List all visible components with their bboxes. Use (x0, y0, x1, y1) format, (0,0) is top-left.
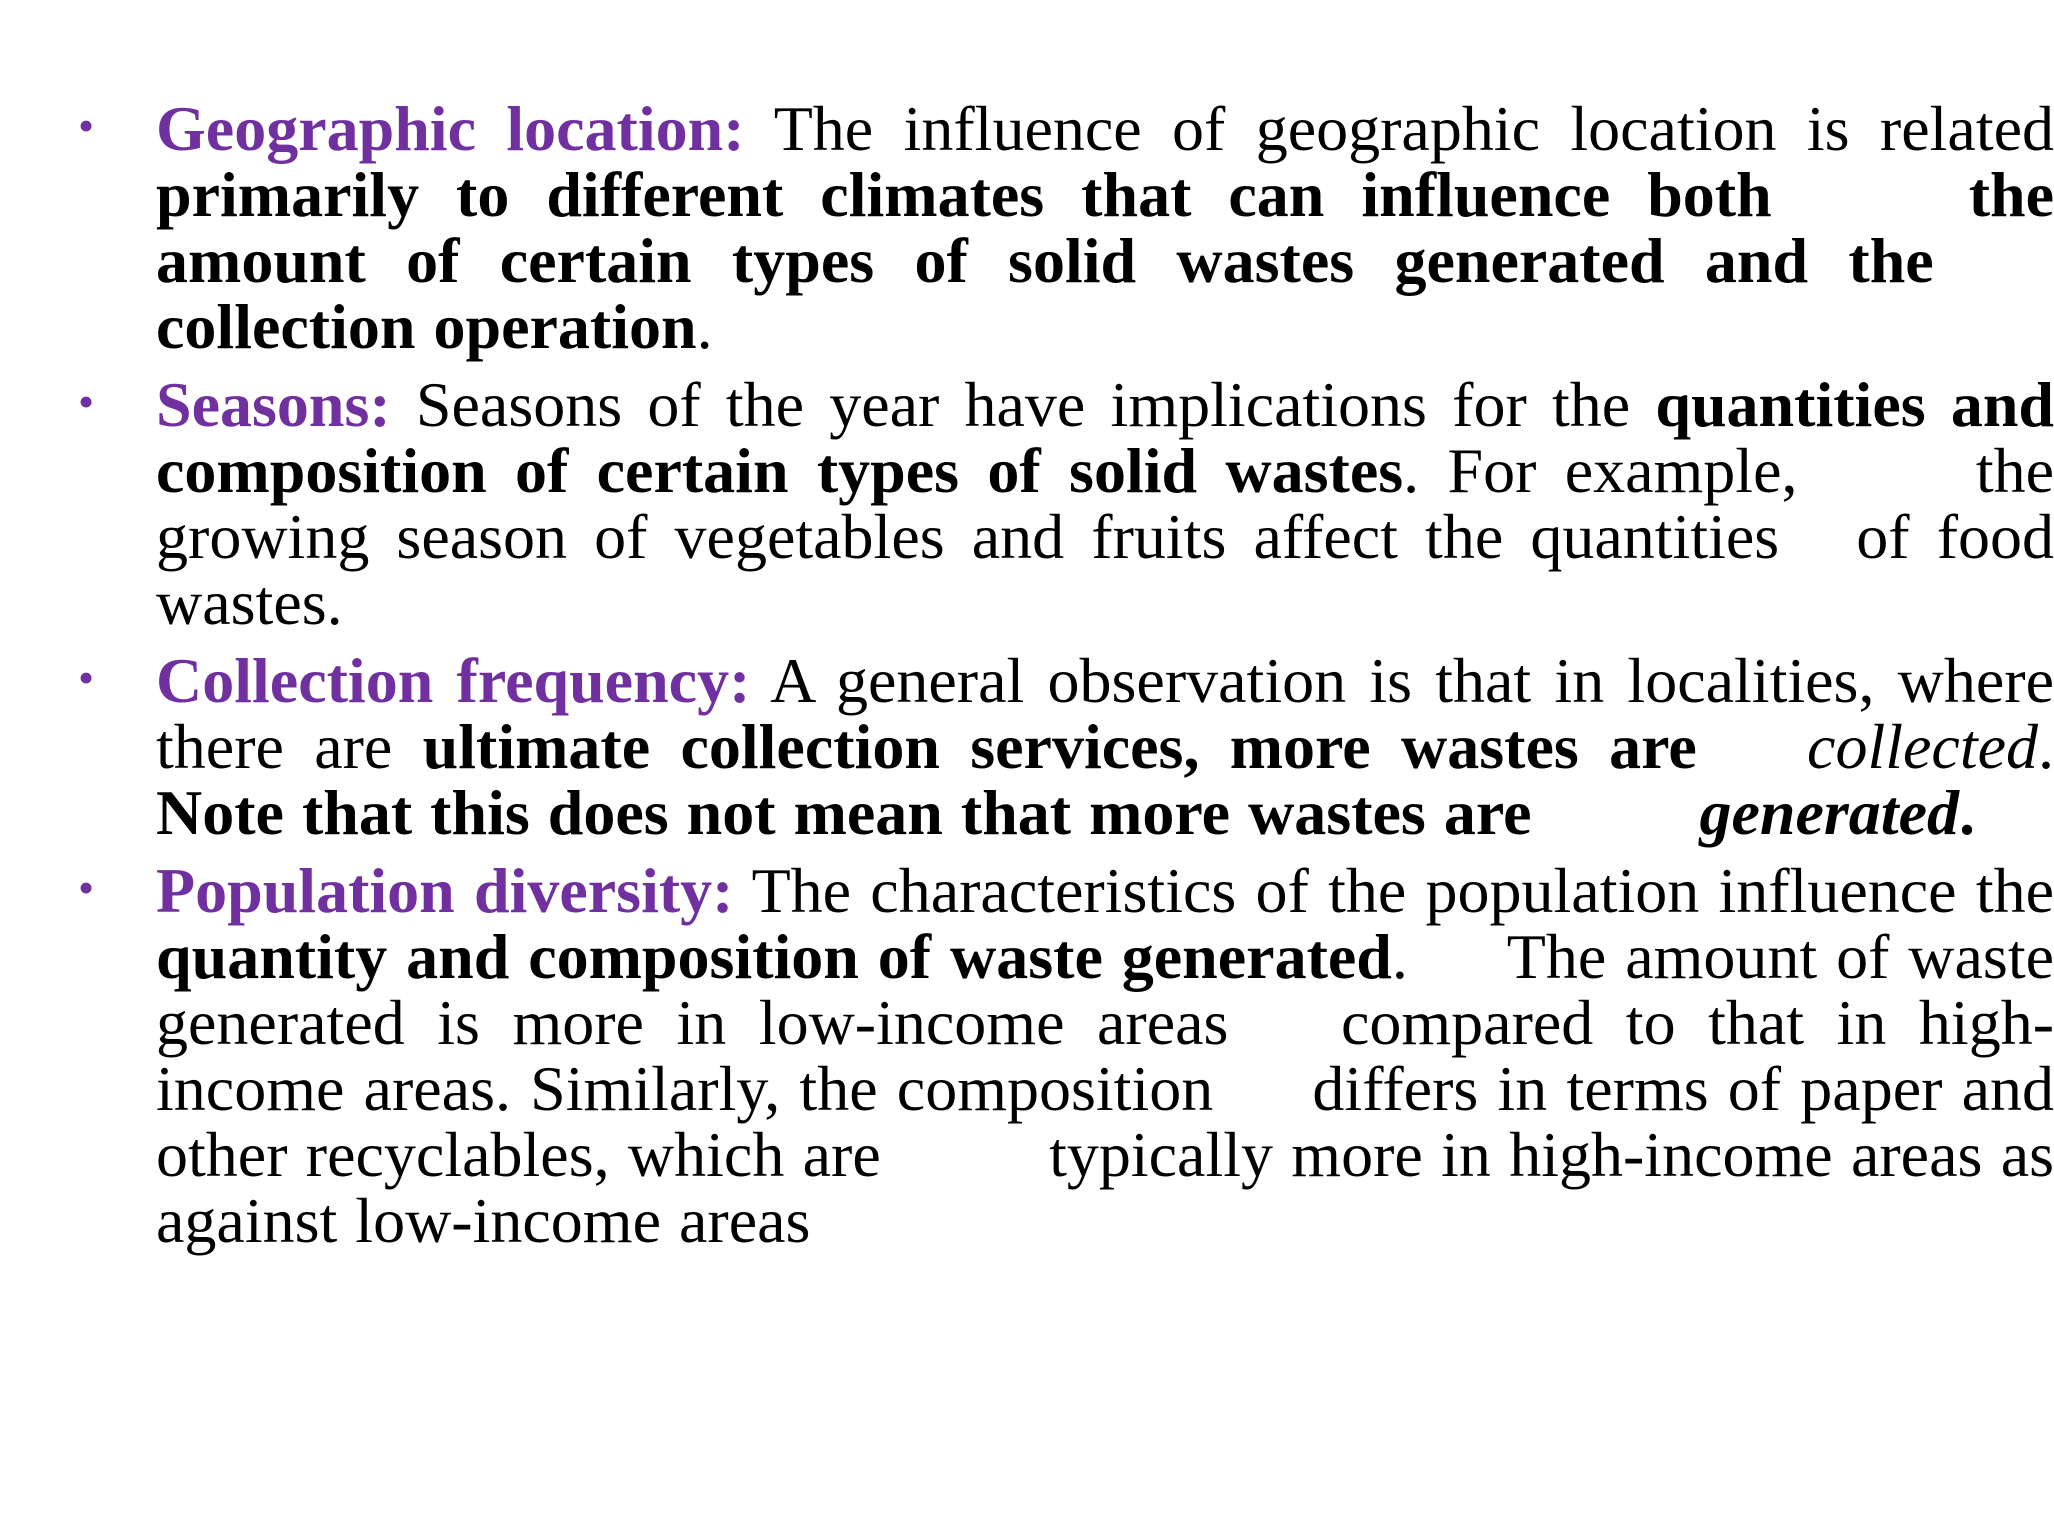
body-text: A general observation is that in localities, where there are (156, 645, 2054, 782)
body-text: . (696, 291, 713, 362)
body-text: The influence of geographic location is related (744, 93, 2054, 164)
bullet-item-geographic-location (78, 93, 2054, 362)
body-text: . (1391, 921, 1408, 992)
body-text: typically more in high-income areas as against low-income areas (156, 1119, 2054, 1256)
body-text: of food wastes. (156, 501, 2054, 638)
italic-text: collected (1807, 711, 2039, 782)
body-text: compared to that in high-income areas. Similarly, the composition (156, 987, 2054, 1124)
bullet-item-seasons (78, 369, 2054, 638)
bold-italic-text: generated (1699, 777, 1959, 848)
emphasis-text: . (1958, 777, 1975, 848)
bullet-icon: • (78, 862, 95, 913)
body-text: The amount of waste generated is more in low-income areas (156, 921, 2054, 1058)
bullet-heading: Seasons: (156, 369, 391, 440)
bullet-icon: • (78, 100, 95, 151)
emphasis-text: the amount of certain types of solid wastes generated and the (156, 159, 2054, 296)
bullet-heading: Geographic location: (156, 93, 745, 164)
bullet-text (156, 93, 2054, 362)
emphasis-text: quantities and composition of certain types of solid wastes (156, 369, 2054, 506)
bullet-text (156, 645, 2054, 848)
body-text: The characteristics of the population influence the (733, 855, 2054, 926)
bullet-icon: • (78, 652, 95, 703)
body-text: the growing season of vegetables and fruits affect the quantities (156, 435, 2054, 572)
emphasis-text: ultimate collection services, more wastes are (422, 711, 1697, 782)
bullet-item-collection-frequency (78, 645, 2054, 848)
bullet-heading: Population diversity: (156, 855, 734, 926)
body-text: . For example, (1403, 435, 1798, 506)
bullet-text (156, 855, 2054, 1256)
body-text: . (2038, 711, 2054, 782)
bullet-icon: • (78, 376, 95, 427)
emphasis-text: Note that this does not mean that more wastes are (156, 777, 1532, 848)
bullet-item-population-diversity (78, 855, 2054, 1256)
body-text: differs in terms of paper and other recyclables, which are (156, 1053, 2054, 1190)
emphasis-text: collection operation (156, 291, 697, 362)
bullet-list (78, 93, 2054, 1266)
body-text: Seasons of the year have implications for the (390, 369, 1656, 440)
bullet-text (156, 369, 2054, 638)
emphasis-text: primarily to different climates that can influence both (156, 159, 1772, 230)
bullet-heading: Collection frequency: (156, 645, 751, 716)
emphasis-text: quantity and composition of waste generated (156, 921, 1392, 992)
